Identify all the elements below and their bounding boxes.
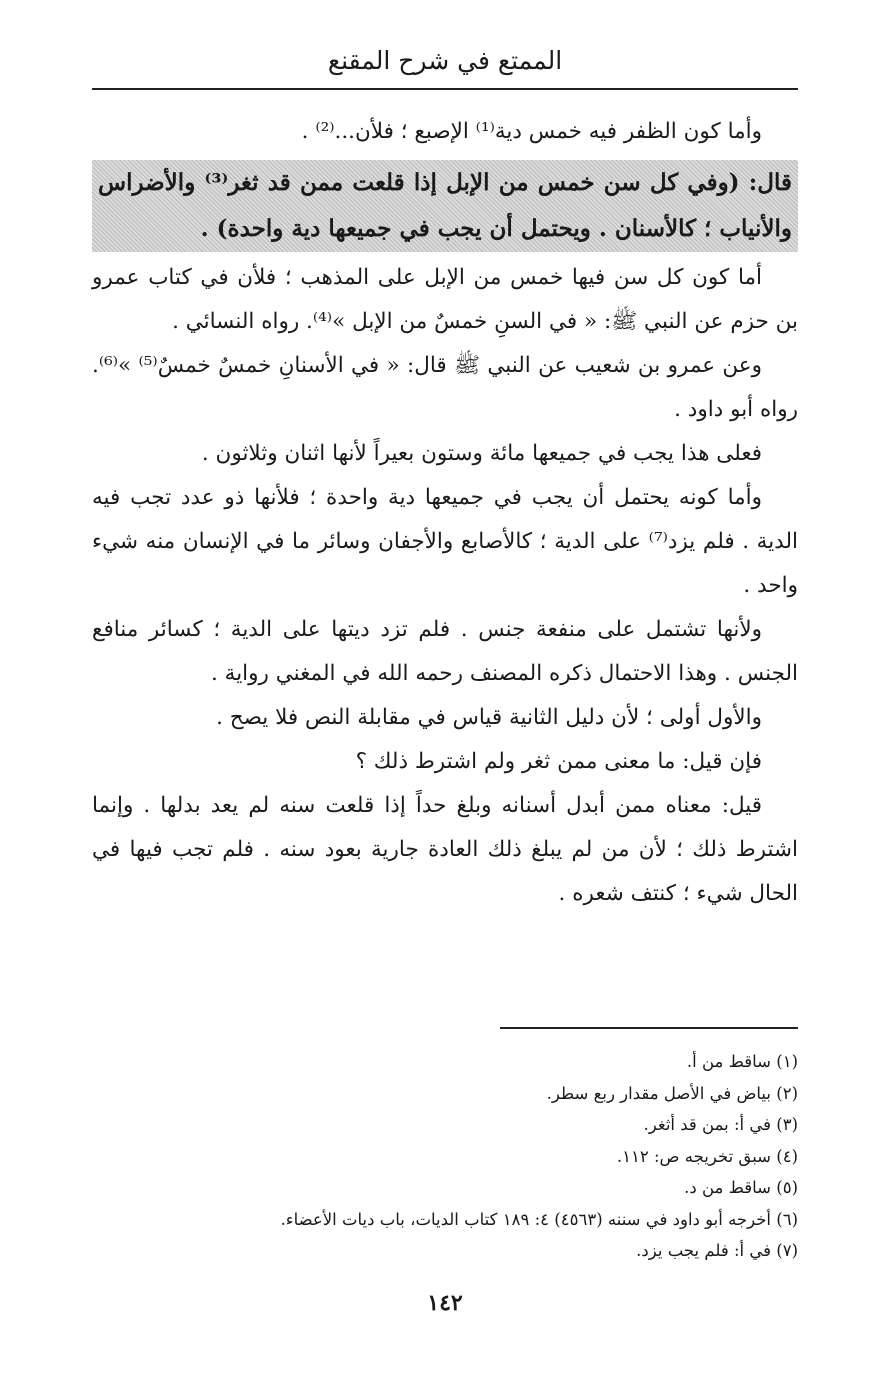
footnote-item: (٣) في أ: بمن قد أثغر. (643, 1115, 798, 1134)
paragraph: قيل: معناه ممن أبدل أسنانه وبلغ حداً إذا قلعت سنه لم يعد بدلها . وإنما اشترط ذلك ؛ لأن من لم يبلغ ذلك العادة جارية بعود سنه . فلم تجب فيها في الحال شيء ؛ كنتف شعره . (92, 793, 798, 906)
running-head-title: الممتع في شرح المقنع (327, 46, 563, 75)
paragraph: أما كون كل سن فيها خمس من الإبل على المذهب ؛ فلأن في كتاب عمرو بن حزم عن النبي ﷺ: « في السنِ خمسٌ من الإبل »⁽⁴⁾. رواه النسائي . (92, 265, 798, 334)
header-divider (92, 88, 798, 90)
footnote-item: (٦) أخرجه أبو داود في سننه (٤٥٦٣) ٤: ١٨٩ كتاب الديات، باب ديات الأعضاء. (280, 1209, 798, 1229)
footnotes (92, 1046, 798, 1267)
matn-highlighted-quote: قال: (وفي كل سن خمس من الإبل إذا قلعت ممن قد ثغر⁽³⁾ والأضراس والأنياب ؛ كالأسنان . ويحتمل أن يجب في جميعها دية واحدة) . (92, 160, 798, 252)
main-text (92, 110, 798, 916)
paragraph: وعن عمرو بن شعيب عن النبي ﷺ قال: « في الأسنانِ خمسٌ خمسٌ⁽⁵⁾ »⁽⁶⁾. رواه أبو داود . (92, 353, 798, 422)
footnote-item: (٥) ساقط من د. (684, 1178, 798, 1197)
paragraph: فعلى هذا يجب في جميعها مائة وستون بعيراً لأنها اثنان وثلاثون . (201, 441, 762, 466)
paragraph: فإن قيل: ما معنى ممن ثغر ولم اشترط ذلك ؟ (355, 749, 762, 774)
footnote-item: (٤) سبق تخريجه ص: ١١٢. (616, 1146, 798, 1166)
paragraph: وأما كون الظفر فيه خمس دية⁽¹⁾ الإصبع ؛ فلأن...⁽²⁾ . (301, 119, 762, 144)
page-number: ١٤٢ (427, 1290, 463, 1316)
paragraph: ولأنها تشتمل على منفعة جنس . فلم تزد ديتها على الدية ؛ كسائر منافع الجنس . وهذا الاحتمال ذكره المصنف رحمه الله في المغني رواية . (92, 617, 798, 686)
footnote-item: (٢) بياض في الأصل مقدار ربع سطر. (546, 1083, 798, 1103)
paragraph: والأول أولى ؛ لأن دليل الثانية قياس في مقابلة النص فلا يصح . (216, 705, 762, 730)
footnote-item: (٧) في أ: فلم يجب يزد. (636, 1241, 798, 1260)
footnote-item: (١) ساقط من أ. (686, 1052, 798, 1071)
paragraph: وأما كونه يحتمل أن يجب في جميعها دية واحدة ؛ فلأنها ذو عدد تجب فيه الدية . فلم يزد⁽⁷⁾ على الدية ؛ كالأصابع والأجفان وسائر ما في الإنسان منه شيء واحد . (92, 485, 798, 598)
footnote-divider (500, 1027, 798, 1029)
